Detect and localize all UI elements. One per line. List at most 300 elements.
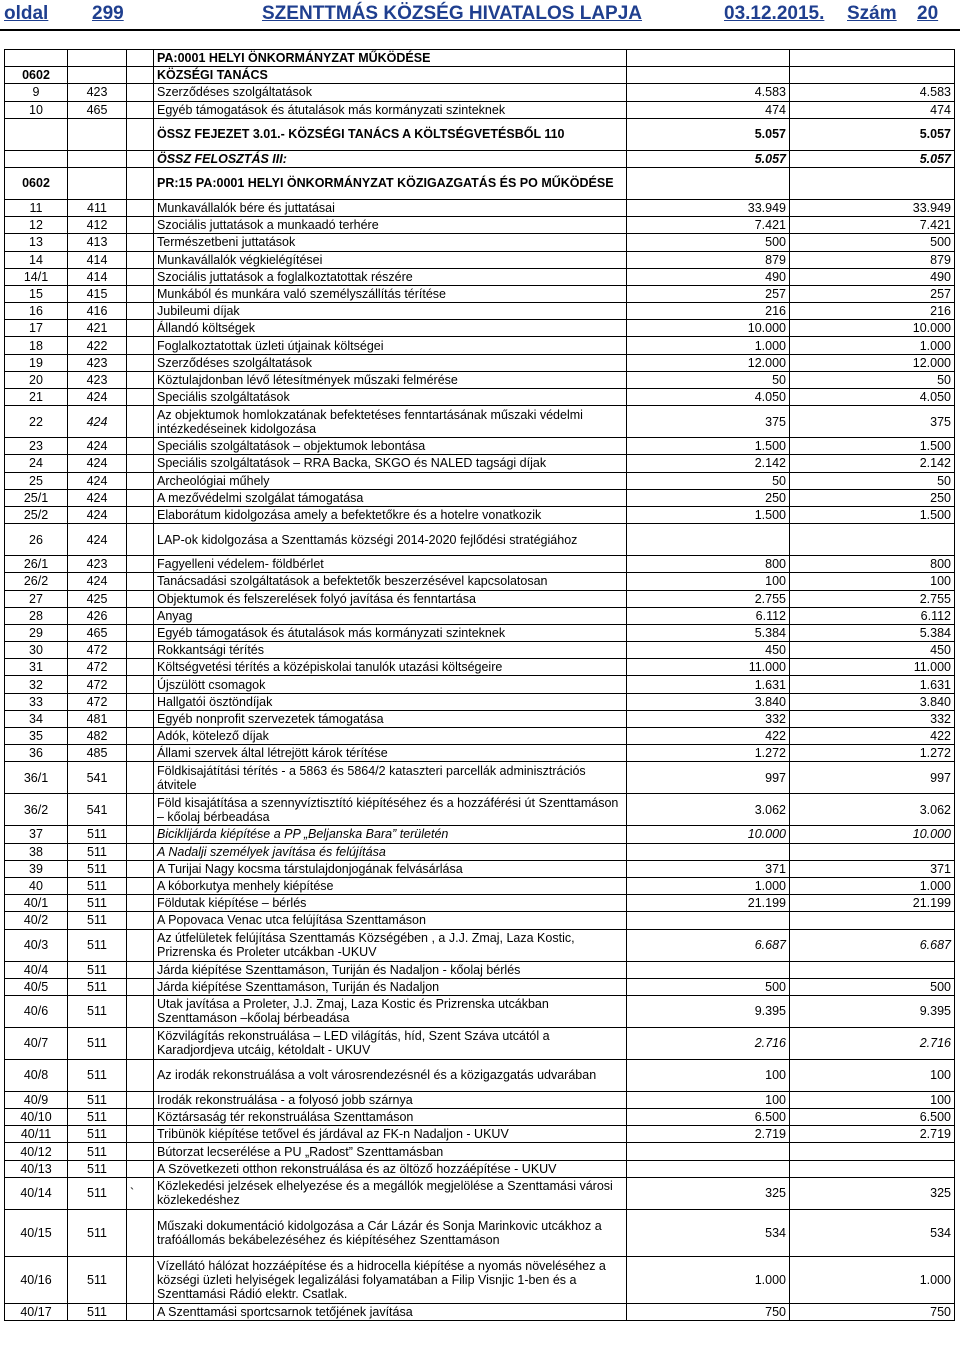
mark-cell [127, 506, 154, 523]
description-cell: Az irodák rekonstruálása a volt városrendezésnél és a közigazgatás udvarában [154, 1059, 627, 1091]
amount-cell: 500 [627, 978, 790, 995]
amount-cell: 2.716 [627, 1027, 790, 1059]
description-cell: Földkisajátítási térítés - a 5863 és 5864/2 kataszteri parcellák adminisztrációs átvitele [154, 762, 627, 794]
amount-cell: 50 [627, 371, 790, 388]
table-row [5, 590, 955, 607]
mark-cell [127, 659, 154, 676]
account-code-cell: 511 [68, 843, 127, 860]
mark-cell [127, 1027, 154, 1059]
account-code-cell [68, 167, 127, 199]
amount-cell [627, 961, 790, 978]
row-number-cell: 39 [5, 860, 68, 877]
amount-cell [627, 912, 790, 929]
table-row [5, 1091, 955, 1108]
table-row [5, 1143, 955, 1160]
account-code-cell: 414 [68, 268, 127, 285]
description-cell: ÖSSZ FELOSZTÁS III: [154, 150, 627, 167]
row-number-cell: 37 [5, 826, 68, 843]
amount-cell: 500 [627, 234, 790, 251]
table-row [5, 877, 955, 894]
amount-cell: 1.000 [627, 1256, 790, 1303]
amount-cell: 490 [627, 268, 790, 285]
total-amount-cell: 1.000 [790, 1256, 955, 1303]
row-number-cell: 40/12 [5, 1143, 68, 1160]
total-amount-cell: 257 [790, 285, 955, 302]
amount-cell: 1.000 [627, 337, 790, 354]
description-cell: Tribünök kiépítése tetővel és járdával az FK-n Nadaljon - UKUV [154, 1126, 627, 1143]
total-amount-cell: 10.000 [790, 320, 955, 337]
mark-cell [127, 607, 154, 624]
amount-cell: 750 [627, 1303, 790, 1320]
row-number-cell: 0602 [5, 67, 68, 84]
row-number-cell: 40/9 [5, 1091, 68, 1108]
table-row [5, 506, 955, 523]
total-amount-cell: 100 [790, 1091, 955, 1108]
description-cell: Elaborátum kidolgozása amely a befektetőkre és a hotelre vonatkozik [154, 506, 627, 523]
amount-cell: 1.631 [627, 676, 790, 693]
description-cell: Egyéb támogatások és átutalások más kormányzati szinteknek [154, 101, 627, 118]
row-number-cell: 19 [5, 354, 68, 371]
row-number-cell [5, 118, 68, 150]
description-cell: Járda kiépítése Szenttamáson, Turiján és Nadaljon - kőolaj bérlés [154, 961, 627, 978]
table-row [5, 84, 955, 101]
mark-cell [127, 50, 154, 67]
mark-cell [127, 1256, 154, 1303]
description-cell: Egyéb nonprofit szervezetek támogatása [154, 710, 627, 727]
row-number-cell: 36 [5, 745, 68, 762]
page-header [0, 0, 960, 31]
total-amount-cell: 12.000 [790, 354, 955, 371]
amount-cell: 21.199 [627, 895, 790, 912]
total-amount-cell: 11.000 [790, 659, 955, 676]
account-code-cell: 511 [68, 995, 127, 1027]
mark-cell [127, 745, 154, 762]
description-cell: Bútorzat lecserélése a PU „Radost” Szenttamásban [154, 1143, 627, 1160]
mark-cell [127, 590, 154, 607]
table-row [5, 217, 955, 234]
total-amount-cell: 5.057 [790, 150, 955, 167]
row-number-cell: 40/11 [5, 1126, 68, 1143]
row-number-cell: 22 [5, 406, 68, 438]
mark-cell [127, 676, 154, 693]
header-page-number: 299 [92, 3, 124, 24]
mark-cell [127, 455, 154, 472]
mark-cell [127, 1126, 154, 1143]
description-cell: Utak javítása a Proleter, J.J. Zmaj, Laza Kostic és Prizrenska utcákban Szenttamáson –kőolaj bérbeadása [154, 995, 627, 1027]
total-amount-cell: 490 [790, 268, 955, 285]
table-row [5, 118, 955, 150]
account-code-cell: 511 [68, 912, 127, 929]
total-amount-cell: 332 [790, 710, 955, 727]
account-code-cell: 511 [68, 961, 127, 978]
mark-cell [127, 877, 154, 894]
table-row [5, 1256, 955, 1303]
total-amount-cell: 100 [790, 573, 955, 590]
amount-cell: 534 [627, 1209, 790, 1256]
account-code-cell: 472 [68, 642, 127, 659]
description-cell: A Szenttamási sportcsarnok tetőjének javítása [154, 1303, 627, 1320]
row-number-cell: 40/6 [5, 995, 68, 1027]
table-row [5, 826, 955, 843]
table-row [5, 50, 955, 67]
mark-cell [127, 67, 154, 84]
description-cell: Járda kiépítése Szenttamáson, Turiján és Nadaljon [154, 978, 627, 995]
description-cell: Szerződéses szolgáltatások [154, 354, 627, 371]
mark-cell [127, 84, 154, 101]
table-row [5, 1126, 955, 1143]
description-cell: Speciális szolgáltatások – RRA Backa, SKGO és NALED tagsági díjak [154, 455, 627, 472]
amount-cell: 4.583 [627, 84, 790, 101]
total-amount-cell [790, 912, 955, 929]
amount-cell: 3.062 [627, 794, 790, 826]
table-row [5, 455, 955, 472]
total-amount-cell: 21.199 [790, 895, 955, 912]
description-cell: Rokkantsági térítés [154, 642, 627, 659]
description-cell: Állandó költségek [154, 320, 627, 337]
table-row [5, 1303, 955, 1320]
table-row [5, 524, 955, 556]
description-cell: Köztársaság tér rekonstruálása Szenttamáson [154, 1109, 627, 1126]
account-code-cell: 412 [68, 217, 127, 234]
mark-cell [127, 860, 154, 877]
table-row [5, 389, 955, 406]
amount-cell: 33.949 [627, 199, 790, 216]
description-cell: Biciklijárda kiépítése a PP „Beljanska Bara” területén [154, 826, 627, 843]
total-amount-cell: 422 [790, 728, 955, 745]
row-number-cell: 40/10 [5, 1109, 68, 1126]
account-code-cell: 424 [68, 472, 127, 489]
amount-cell [627, 1160, 790, 1177]
description-cell: Szerződéses szolgáltatások [154, 84, 627, 101]
total-amount-cell: 500 [790, 978, 955, 995]
row-number-cell: 36/2 [5, 794, 68, 826]
row-number-cell: 40/4 [5, 961, 68, 978]
row-number-cell: 33 [5, 693, 68, 710]
row-number-cell: 23 [5, 438, 68, 455]
description-cell: Közlekedési jelzések elhelyezése és a megállók megjelölése a Szenttamási városi közlekedéshez [154, 1177, 627, 1209]
mark-cell [127, 354, 154, 371]
description-cell: A mezővédelmi szolgálat támogatása [154, 489, 627, 506]
amount-cell [627, 167, 790, 199]
row-number-cell: 40/17 [5, 1303, 68, 1320]
total-amount-cell [790, 167, 955, 199]
total-amount-cell: 250 [790, 489, 955, 506]
account-code-cell: 511 [68, 978, 127, 995]
mark-cell [127, 389, 154, 406]
mark-cell [127, 961, 154, 978]
mark-cell [127, 1209, 154, 1256]
account-code-cell: 426 [68, 607, 127, 624]
description-cell: PA:0001 HELYI ÖNKORMÁNYZAT MŰKÖDÉSE [154, 50, 627, 67]
amount-cell: 257 [627, 285, 790, 302]
mark-cell [127, 234, 154, 251]
total-amount-cell: 50 [790, 371, 955, 388]
mark-cell [127, 826, 154, 843]
total-amount-cell: 2.755 [790, 590, 955, 607]
table-row [5, 642, 955, 659]
description-cell: Földutak kiépítése – bérlés [154, 895, 627, 912]
row-number-cell: 40/5 [5, 978, 68, 995]
mark-cell [127, 1109, 154, 1126]
table-row [5, 929, 955, 961]
row-number-cell: 14 [5, 251, 68, 268]
row-number-cell: 40/14 [5, 1177, 68, 1209]
description-cell: PR:15 PA:0001 HELYI ÖNKORMÁNYZAT KÖZIGAZGATÁS ÉS PO MŰKÖDÉSE [154, 167, 627, 199]
mark-cell [127, 1091, 154, 1108]
table-row [5, 472, 955, 489]
table-row [5, 995, 955, 1027]
table-row [5, 354, 955, 371]
header-issue-label: Szám [847, 3, 897, 24]
row-number-cell: 18 [5, 337, 68, 354]
amount-cell: 9.395 [627, 995, 790, 1027]
mark-cell [127, 438, 154, 455]
row-number-cell: 26/1 [5, 556, 68, 573]
account-code-cell: 472 [68, 659, 127, 676]
table-row [5, 556, 955, 573]
account-code-cell: 423 [68, 354, 127, 371]
amount-cell: 7.421 [627, 217, 790, 234]
description-cell: ÖSSZ FEJEZET 3.01.- KÖZSÉGI TANÁCS A KÖLTSÉGVETÉSBŐL 110 [154, 118, 627, 150]
account-code-cell: 421 [68, 320, 127, 337]
description-cell: A kóborkutya menhely kiépítése [154, 877, 627, 894]
table-row [5, 676, 955, 693]
table-row [5, 978, 955, 995]
row-number-cell: 26/2 [5, 573, 68, 590]
total-amount-cell [790, 1143, 955, 1160]
description-cell: Foglalkoztatottak üzleti útjainak költségei [154, 337, 627, 354]
total-amount-cell: 450 [790, 642, 955, 659]
budget-table [4, 49, 955, 1321]
table-row [5, 406, 955, 438]
mark-cell [127, 371, 154, 388]
row-number-cell: 29 [5, 624, 68, 641]
table-row [5, 251, 955, 268]
account-code-cell: 472 [68, 676, 127, 693]
amount-cell: 450 [627, 642, 790, 659]
amount-cell [627, 50, 790, 67]
amount-cell: 5.384 [627, 624, 790, 641]
mark-cell [127, 285, 154, 302]
row-number-cell: 35 [5, 728, 68, 745]
row-number-cell: 32 [5, 676, 68, 693]
account-code-cell: 424 [68, 406, 127, 438]
description-cell: Anyag [154, 607, 627, 624]
table-row [5, 371, 955, 388]
total-amount-cell: 6.500 [790, 1109, 955, 1126]
mark-cell [127, 710, 154, 727]
total-amount-cell: 7.421 [790, 217, 955, 234]
total-amount-cell: 800 [790, 556, 955, 573]
row-number-cell: 27 [5, 590, 68, 607]
mark-cell [127, 843, 154, 860]
account-code-cell: 423 [68, 371, 127, 388]
amount-cell: 100 [627, 1059, 790, 1091]
total-amount-cell [790, 961, 955, 978]
description-cell: Objektumok és felszerelések folyó javítása és fenntartása [154, 590, 627, 607]
description-cell: Jubileumi díjak [154, 303, 627, 320]
account-code-cell [68, 67, 127, 84]
account-code-cell: 541 [68, 762, 127, 794]
amount-cell: 422 [627, 728, 790, 745]
account-code-cell: 415 [68, 285, 127, 302]
total-amount-cell: 6.112 [790, 607, 955, 624]
account-code-cell: 424 [68, 573, 127, 590]
account-code-cell: 465 [68, 624, 127, 641]
amount-cell: 1.000 [627, 877, 790, 894]
description-cell: Szociális juttatások a foglalkoztatottak részére [154, 268, 627, 285]
table-row [5, 150, 955, 167]
row-number-cell: 20 [5, 371, 68, 388]
mark-cell [127, 268, 154, 285]
account-code-cell: 511 [68, 929, 127, 961]
account-code-cell: 482 [68, 728, 127, 745]
description-cell: A Szövetkezeti otthon rekonstruálása és az öltöző hozzáépítése - UKUV [154, 1160, 627, 1177]
total-amount-cell: 10.000 [790, 826, 955, 843]
account-code-cell: 423 [68, 556, 127, 573]
table-row [5, 1160, 955, 1177]
total-amount-cell: 1.000 [790, 877, 955, 894]
mark-cell [127, 167, 154, 199]
table-row [5, 860, 955, 877]
table-row [5, 1109, 955, 1126]
table-row [5, 101, 955, 118]
account-code-cell: 411 [68, 199, 127, 216]
row-number-cell: 40/7 [5, 1027, 68, 1059]
total-amount-cell: 325 [790, 1177, 955, 1209]
account-code-cell: 424 [68, 438, 127, 455]
total-amount-cell: 500 [790, 234, 955, 251]
row-number-cell: 40/2 [5, 912, 68, 929]
row-number-cell: 40/15 [5, 1209, 68, 1256]
description-cell: Speciális szolgáltatások – objektumok lebontása [154, 438, 627, 455]
account-code-cell [68, 118, 127, 150]
amount-cell: 250 [627, 489, 790, 506]
account-code-cell: 416 [68, 303, 127, 320]
total-amount-cell: 100 [790, 1059, 955, 1091]
header-page-label: oldal [4, 3, 49, 24]
table-row [5, 438, 955, 455]
amount-cell: 2.142 [627, 455, 790, 472]
account-code-cell: 511 [68, 877, 127, 894]
row-number-cell: 40 [5, 877, 68, 894]
row-number-cell: 9 [5, 84, 68, 101]
mark-cell [127, 337, 154, 354]
description-cell: Az objektumok homlokzatának befektetéses fenntartásának műszaki védelmi intézkedéseinek kidolgozása [154, 406, 627, 438]
account-code-cell: 511 [68, 1109, 127, 1126]
mark-cell [127, 118, 154, 150]
mark-cell [127, 320, 154, 337]
amount-cell: 371 [627, 860, 790, 877]
account-code-cell: 481 [68, 710, 127, 727]
account-code-cell: 511 [68, 1256, 127, 1303]
amount-cell: 216 [627, 303, 790, 320]
table-row [5, 303, 955, 320]
amount-cell: 100 [627, 573, 790, 590]
total-amount-cell: 879 [790, 251, 955, 268]
amount-cell: 6.112 [627, 607, 790, 624]
table-row [5, 607, 955, 624]
total-amount-cell: 3.840 [790, 693, 955, 710]
account-code-cell: 424 [68, 389, 127, 406]
description-cell: Közvilágítás rekonstruálása – LED világítás, híd, Szent Száva utcától a Karadjordjeva utcáig, kétoldalt - UKUV [154, 1027, 627, 1059]
mark-cell [127, 150, 154, 167]
description-cell: Munkából és munkára való személyszállítás térítése [154, 285, 627, 302]
amount-cell: 10.000 [627, 320, 790, 337]
table-row [5, 337, 955, 354]
total-amount-cell: 1.500 [790, 438, 955, 455]
account-code-cell: 511 [68, 1059, 127, 1091]
amount-cell: 1.500 [627, 438, 790, 455]
row-number-cell: 40/3 [5, 929, 68, 961]
row-number-cell: 40/16 [5, 1256, 68, 1303]
account-code-cell: 424 [68, 455, 127, 472]
amount-cell: 997 [627, 762, 790, 794]
account-code-cell: 465 [68, 101, 127, 118]
total-amount-cell: 1.000 [790, 337, 955, 354]
total-amount-cell: 5.057 [790, 118, 955, 150]
table-row [5, 961, 955, 978]
row-number-cell: 26 [5, 524, 68, 556]
table-row [5, 624, 955, 641]
total-amount-cell: 1.500 [790, 506, 955, 523]
row-number-cell [5, 150, 68, 167]
description-cell: Egyéb támogatások és átutalások más kormányzati szinteknek [154, 624, 627, 641]
mark-cell [127, 995, 154, 1027]
description-cell: Köztulajdonban lévő létesítmények műszaki felmérése [154, 371, 627, 388]
account-code-cell: 541 [68, 794, 127, 826]
total-amount-cell [790, 524, 955, 556]
mark-cell [127, 199, 154, 216]
account-code-cell: 413 [68, 234, 127, 251]
row-number-cell: 25 [5, 472, 68, 489]
amount-cell: 50 [627, 472, 790, 489]
table-row [5, 745, 955, 762]
amount-cell: 800 [627, 556, 790, 573]
table-row [5, 912, 955, 929]
table-row [5, 268, 955, 285]
account-code-cell [68, 50, 127, 67]
description-cell: Irodák rekonstruálása - a folyosó jobb szárnya [154, 1091, 627, 1108]
account-code-cell: 511 [68, 1209, 127, 1256]
mark-cell [127, 217, 154, 234]
row-number-cell: 16 [5, 303, 68, 320]
mark-cell [127, 642, 154, 659]
description-cell: Költségvetési térítés a középiskolai tanulók utazási költségeire [154, 659, 627, 676]
description-cell: Speciális szolgáltatások [154, 389, 627, 406]
mark-cell [127, 303, 154, 320]
table-row [5, 1059, 955, 1091]
amount-cell: 12.000 [627, 354, 790, 371]
amount-cell: 6.500 [627, 1109, 790, 1126]
total-amount-cell: 2.142 [790, 455, 955, 472]
table-row [5, 843, 955, 860]
description-cell: Állami szervek által létrejött károk térítése [154, 745, 627, 762]
mark-cell [127, 1059, 154, 1091]
table-row [5, 895, 955, 912]
mark-cell: ` [127, 1177, 154, 1209]
description-cell: Munkavállalók bére és juttatásai [154, 199, 627, 216]
row-number-cell: 15 [5, 285, 68, 302]
amount-cell: 879 [627, 251, 790, 268]
account-code-cell: 511 [68, 1160, 127, 1177]
amount-cell: 332 [627, 710, 790, 727]
total-amount-cell: 371 [790, 860, 955, 877]
mark-cell [127, 978, 154, 995]
row-number-cell: 36/1 [5, 762, 68, 794]
table-row [5, 1177, 955, 1209]
total-amount-cell: 534 [790, 1209, 955, 1256]
